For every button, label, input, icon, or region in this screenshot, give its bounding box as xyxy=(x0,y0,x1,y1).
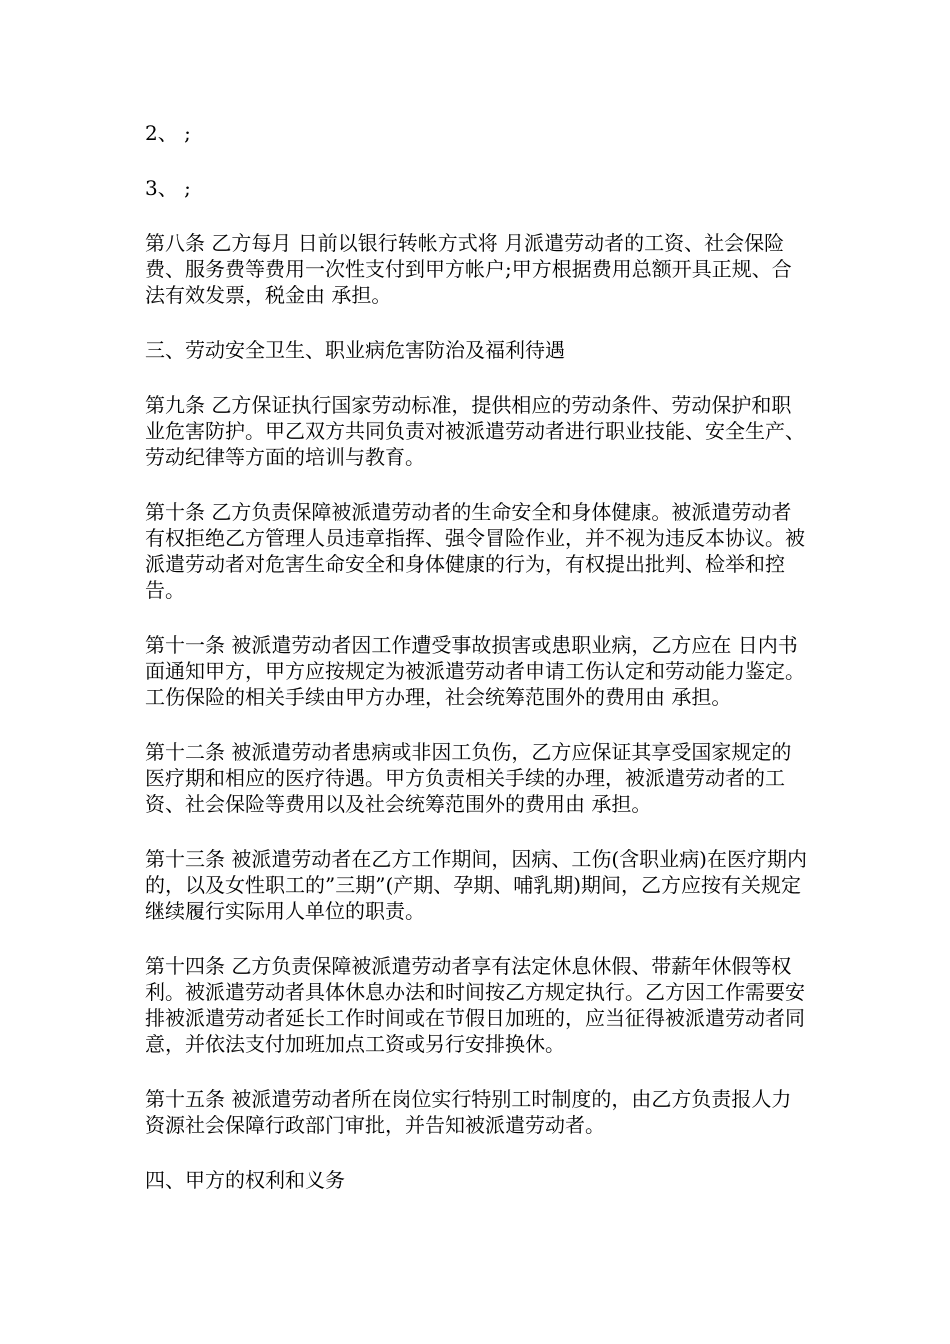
article-13: 第十三条 被派遣劳动者在乙方工作期间，因病、工伤(含职业病)在医疗期内的，以及女性职工的”三期”(产期、孕期、哺乳期)期间，乙方应按有关规定继续履行实际用人单位的职责。 xyxy=(145,847,807,923)
list-item-3: 3、 ; xyxy=(145,176,191,200)
section-heading-4: 四、甲方的权利和义务 xyxy=(145,1168,345,1192)
article-14: 第十四条 乙方负责保障被派遣劳动者享有法定休息休假、带薪年休假等权利。被派遣劳动者具体休息办法和时间按乙方规定执行。乙方因工作需要安排被派遣劳动者延长工作时间或在节假日加班的，应当征得被派遣劳动者同意，并依法支付加班加点工资或另行安排换休。 xyxy=(145,954,805,1056)
article-11: 第十一条 被派遣劳动者因工作遭受事故损害或患职业病，乙方应在 日内书面通知甲方，甲方应按规定为被派遣劳动者申请工伤认定和劳动能力鉴定。工伤保险的相关手续由甲方办理，社会统筹范围外的费用由 承担。 xyxy=(145,633,805,709)
article-9: 第九条 乙方保证执行国家劳动标准，提供相应的劳动条件、劳动保护和职业危害防护。甲乙双方共同负责对被派遣劳动者进行职业技能、安全生产、劳动纪律等方面的培训与教育。 xyxy=(145,393,805,469)
list-item-2: 2、 ; xyxy=(145,121,191,145)
article-15: 第十五条 被派遣劳动者所在岗位实行特别工时制度的，由乙方负责报人力资源社会保障行政部门审批，并告知被派遣劳动者。 xyxy=(145,1087,792,1137)
article-8: 第八条 乙方每月 日前以银行转帐方式将 月派遣劳动者的工资、社会保险费、服务费等费用一次性支付到甲方帐户;甲方根据费用总额开具正规、合法有效发票，税金由 承担。 xyxy=(145,231,792,307)
section-heading-3: 三、劳动安全卫生、职业病危害防治及福利待遇 xyxy=(145,338,565,362)
document-body xyxy=(145,120,810,1222)
article-10: 第十条 乙方负责保障被派遣劳动者的生命安全和身体健康。被派遣劳动者有权拒绝乙方管理人员违章指挥、强令冒险作业，并不视为违反本协议。被派遣劳动者对危害生命安全和身体健康的行为，有权提出批判、检举和控告。 xyxy=(145,500,805,602)
article-12: 第十二条 被派遣劳动者患病或非因工负伤，乙方应保证其享受国家规定的医疗期和相应的医疗待遇。甲方负责相关手续的办理，被派遣劳动者的工资、社会保险等费用以及社会统筹范围外的费用由 承担。 xyxy=(145,740,792,816)
